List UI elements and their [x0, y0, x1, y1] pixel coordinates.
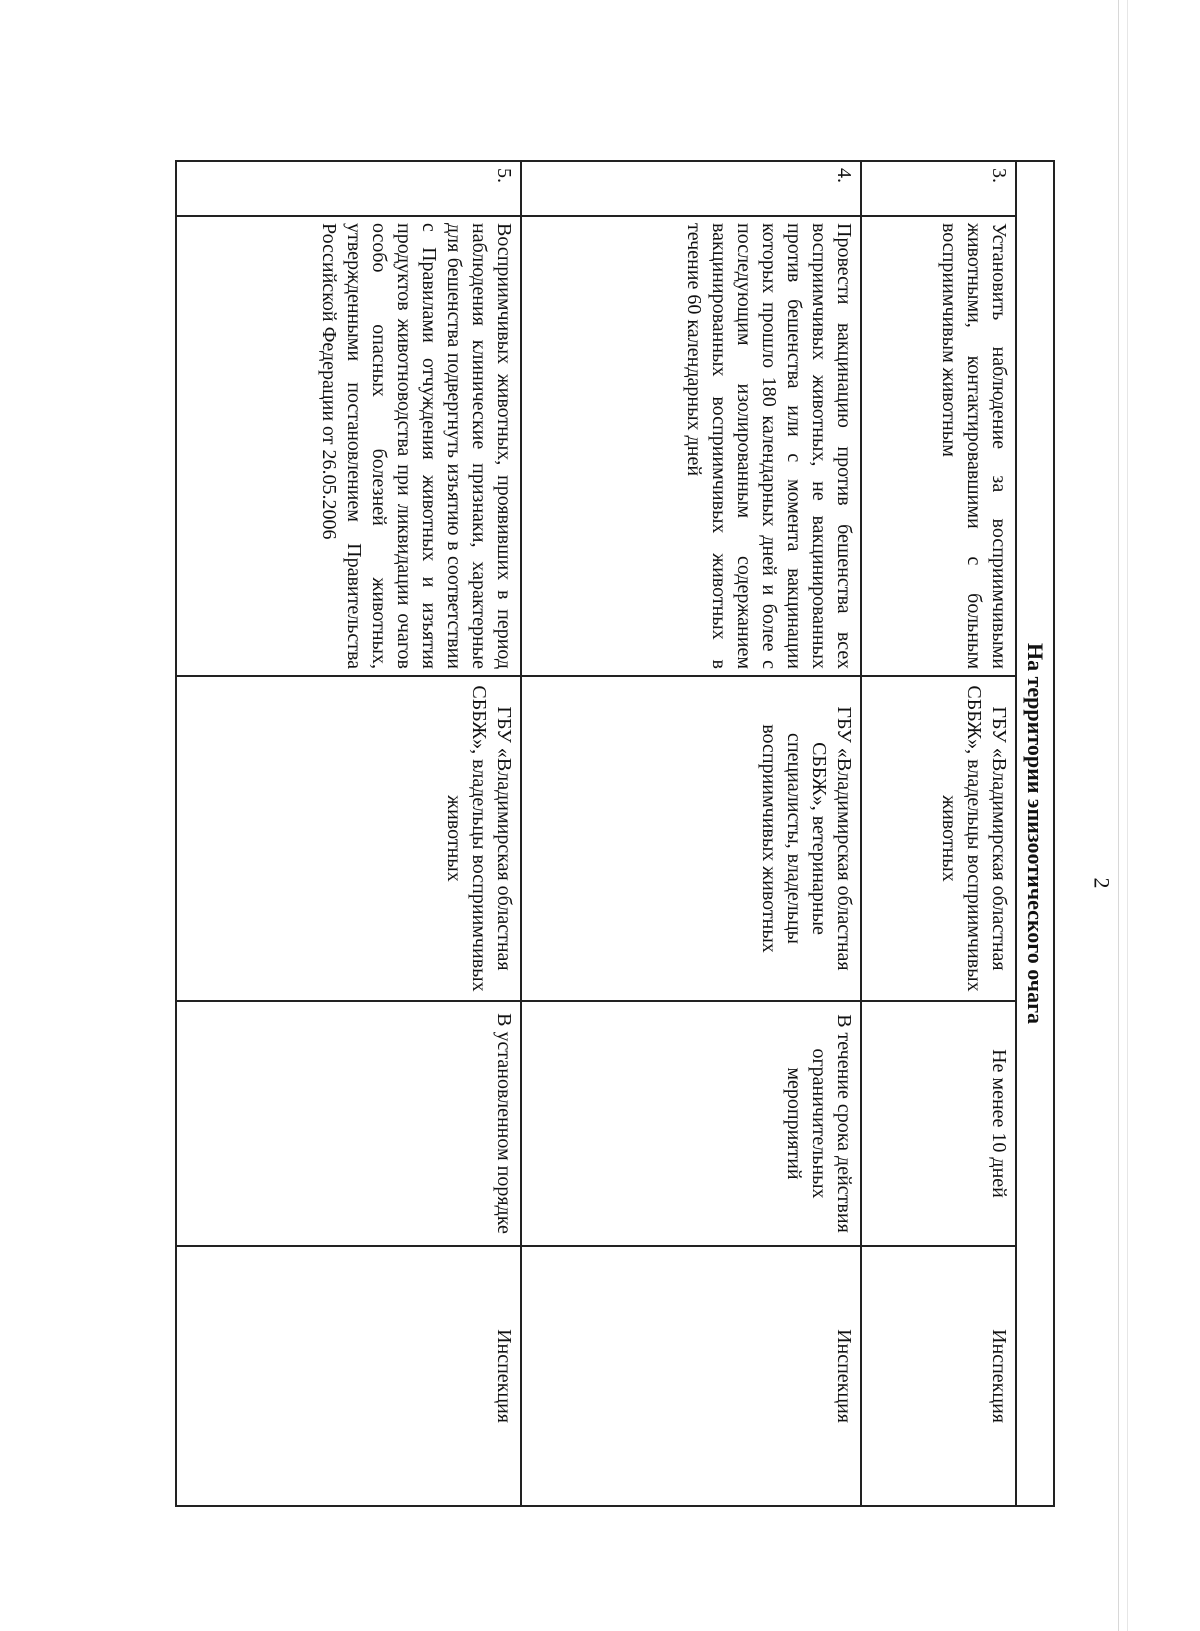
- page-number: 2: [1089, 877, 1115, 889]
- measure-text: Восприимчивых животных, проявивших в период наблюдения клинические признаки, характерные для бешенства подвергнуть изъятию в соответствии с Правилами отчуждения животных и изъятия продуктов животноводства при ликвидации очагов особо опасных болезней животных, утвержденными постановлением Правительства Российской Федерации от 26.05.2006: [176, 216, 521, 676]
- measure-text: Установить наблюдение за восприимчивыми животными, контактировавшими с больным восприимчивым животным: [861, 216, 1016, 676]
- rotated-table-container: [175, 160, 1055, 1505]
- responsible-party: ГБУ «Владимирская областная СББЖ», владельцы восприимчивых животных: [861, 676, 1016, 1001]
- table-row: [521, 161, 861, 1506]
- control-body: Инспекция: [521, 1246, 861, 1506]
- responsible-party: ГБУ «Владимирская областная СББЖ», ветеринарные специалисты, владельцы восприимчивых животных: [521, 676, 861, 1001]
- section-header-row: [1016, 161, 1054, 1506]
- scan-edge-line: [1118, 0, 1119, 1631]
- table-row: [861, 161, 1016, 1506]
- scan-edge-line: [1127, 0, 1128, 1631]
- deadline: В течение срока действия ограничительных мероприятий: [521, 1001, 861, 1246]
- table-row: [176, 161, 521, 1506]
- row-number: 4.: [521, 161, 861, 216]
- measures-table: [175, 160, 1055, 1507]
- deadline: Не менее 10 дней: [861, 1001, 1016, 1246]
- deadline: В установленном порядке: [176, 1001, 521, 1246]
- row-number: 5.: [176, 161, 521, 216]
- row-number: 3.: [861, 161, 1016, 216]
- section-title: На территории эпизоотического очага: [1016, 161, 1054, 1506]
- measure-text: Провести вакцинацию против бешенства всех восприимчивых животных, не вакцинированных против бешенства или с момента вакцинации которых прошло 180 календарных дней и более с последующим изолированным содержанием вакцинированных восприимчивых животных в течение 60 календарных дней: [521, 216, 861, 676]
- control-body: Инспекция: [861, 1246, 1016, 1506]
- responsible-party: ГБУ «Владимирская областная СББЖ», владельцы восприимчивых животных: [176, 676, 521, 1001]
- control-body: Инспекция: [176, 1246, 521, 1506]
